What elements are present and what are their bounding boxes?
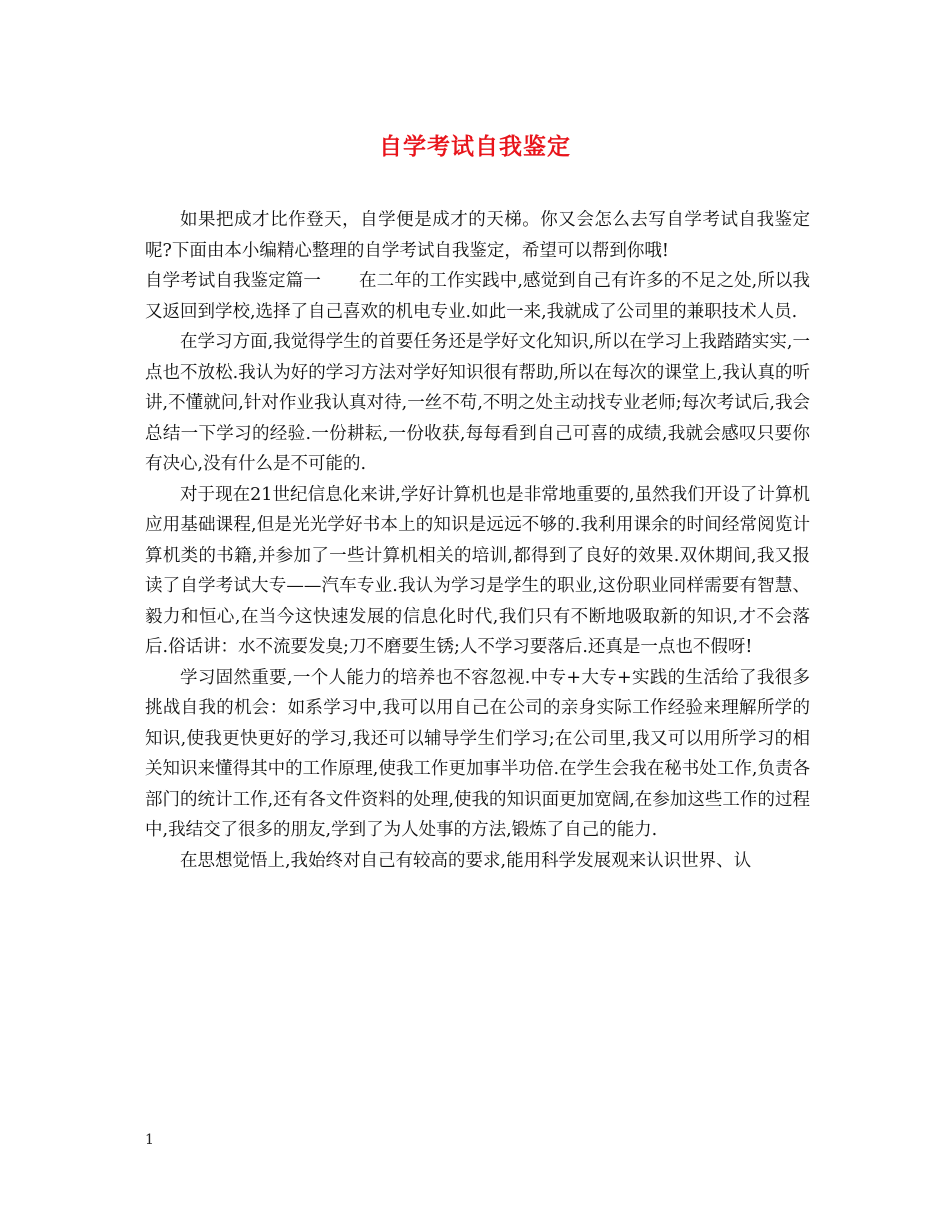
page-number: 1: [145, 1132, 154, 1148]
document-body: [145, 205, 810, 876]
section-first-paragraph: [145, 266, 810, 327]
intro-paragraph: 如果把成才比作登天，自学便是成才的天梯。你又会怎么去写自学考试自我鉴定呢?下面由本小编精心整理的自学考试自我鉴定，希望可以帮到你哦!: [145, 210, 810, 261]
section-first-text: 在二年的工作实践中,感觉到自己有许多的不足之处,所以我又返回到学校,选择了自己喜欢的机电专业.如此一来,我就成了公司里的兼职技术人员.: [145, 271, 811, 322]
body-paragraph-computer: 对于现在21世纪信息化来讲,学好计算机也是非常地重要的,虽然我们开设了计算机应用基础课程,但是光光学好书本上的知识是远远不够的.我利用课余的时间经常阅览计算机类的书籍,并参加了一些计算机相关的培训,都得到了良好的效果.双休期间,我又报读了自学考试大专——汽车专业.我认为学习是学生的职业,这份职业同样需要有智慧、毅力和恒心,在当今这快速发展的信息化时代,我们只有不断地吸取新的知识,才不会落后.俗话讲：水不流要发臭;刀不磨要生锈;人不学习要落后.还真是一点也不假呀!: [145, 484, 810, 657]
body-paragraph-ability: 学习固然重要,一个人能力的培养也不容忽视.中专+大专+实践的生活给了我很多挑战自我的机会：如系学习中,我可以用自己在公司的亲身实际工作经验来理解所学的知识,使我更快更好的学习,我还可以辅导学生们学习;在公司里,我又可以用所学习的相关知识来懂得其中的工作原理,使我工作更加事半功倍.在学生会我在秘书处工作,负责各部门的统计工作,还有各文件资料的处理,使我的知识面更加宽阔,在参加这些工作的过程中,我结交了很多的朋友,学到了为人处事的方法,锻炼了自己的能力.: [145, 667, 810, 840]
body-paragraph-study: 在学习方面,我觉得学生的首要任务还是学好文化知识,所以在学习上我踏踏实实,一点也不放松.我认为好的学习方法对学好知识很有帮助,所以在每次的课堂上,我认真的听讲,不懂就问,针对作业我认真对待,一丝不苟,不明之处主动找专业老师;每次考试后,我会总结一下学习的经验.一份耕耘,一份收获,每每看到自己可喜的成绩,我就会感叹只要你有决心,没有什么是不可能的.: [145, 332, 810, 474]
body-paragraph-thought: 在思想觉悟上,我始终对自己有较高的要求,能用科学发展观来认识世界、认: [180, 850, 752, 871]
page-title: 自学考试自我鉴定: [379, 133, 571, 160]
section-heading: 自学考试自我鉴定篇一: [145, 271, 321, 291]
